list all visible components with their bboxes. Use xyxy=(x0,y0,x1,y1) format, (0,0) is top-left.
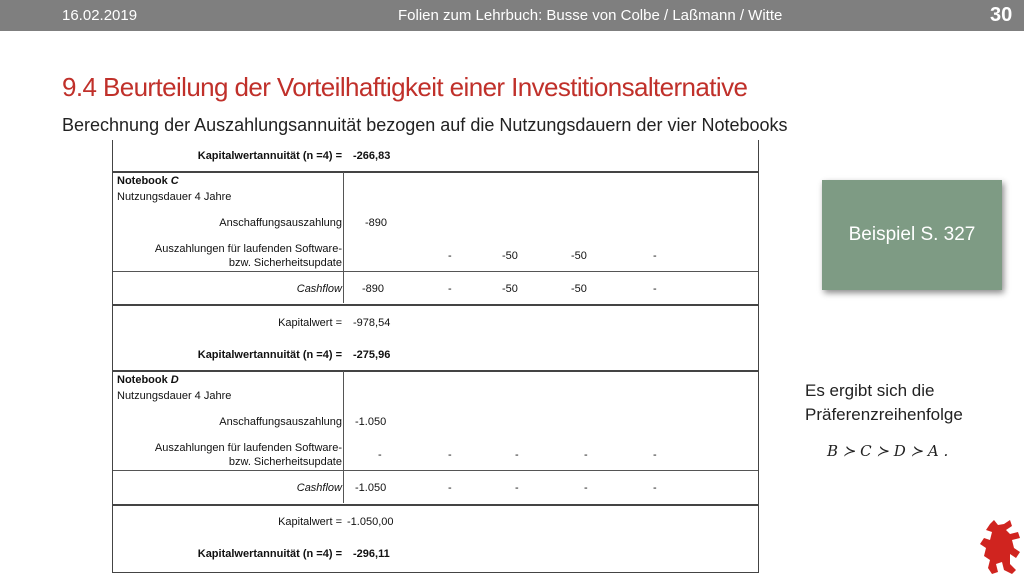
cashflow-value-d: - xyxy=(515,482,519,494)
cashflow-value-d: - xyxy=(584,482,588,494)
cashflow-value-c: - xyxy=(448,283,452,295)
cashflow-label-d: Cashflow xyxy=(296,482,342,494)
kapitalwert-value-c: -978,54 xyxy=(353,317,391,329)
table-divider xyxy=(113,504,758,506)
header-date: 16.02.2019 xyxy=(62,7,138,24)
slide-subtitle: Berechnung der Auszahlungsannuität bezogen auf die Nutzungsdauern der vier Notebooks xyxy=(62,115,788,135)
table-divider xyxy=(113,171,758,173)
table-divider xyxy=(113,370,758,372)
header-bar xyxy=(0,0,1024,31)
laufend-value-d: - xyxy=(378,449,382,461)
header-folien: Folien zum Lehrbuch: Busse von Colbe / Laßmann / Witte xyxy=(398,7,783,24)
anschaffung-label-c: Anschaffungsauszahlung xyxy=(219,217,342,229)
cashflow-value-d: -1.050 xyxy=(355,482,387,494)
laufend-label-d-1: Auszahlungen für laufenden Software- xyxy=(154,442,342,454)
notebook-c-heading: Notebook C xyxy=(117,175,179,187)
notebook-d-heading: Notebook D xyxy=(117,374,179,386)
annuity-label-d: Kapitalwertannuität (n =4) = xyxy=(197,548,342,560)
annuity-value-b: -266,83 xyxy=(353,150,391,162)
laufend-value-d: - xyxy=(584,449,588,461)
annuity-value-c: -275,96 xyxy=(353,349,391,361)
cashflow-value-c: -890 xyxy=(362,283,385,295)
annuity-label-b: Kapitalwertannuität (n =4) = xyxy=(197,150,342,162)
table-divider xyxy=(113,304,758,306)
laufend-value-c: -50 xyxy=(571,250,587,262)
cashflow-value-c: -50 xyxy=(502,283,518,295)
slide-title: 9.4 Beurteilung der Vorteilhaftigkeit einer Investitionsalternative xyxy=(62,72,748,102)
laufend-value-d: - xyxy=(515,449,519,461)
cashflow-table xyxy=(112,140,759,573)
annuity-label-c: Kapitalwertannuität (n =4) = xyxy=(197,349,342,361)
table-divider xyxy=(113,271,758,272)
cashflow-value-c: -50 xyxy=(571,283,587,295)
laufend-value-c: - xyxy=(653,250,657,262)
berlin-bear-icon xyxy=(976,518,1024,576)
laufend-label-d-2: bzw. Sicherheitsupdate xyxy=(228,456,342,468)
example-reference-badge: Beispiel S. 327 xyxy=(822,180,1002,290)
kapitalwert-label-d: Kapitalwert = xyxy=(278,516,342,528)
table-column-divider xyxy=(343,371,344,503)
laufend-value-d: - xyxy=(448,449,452,461)
preference-order-formula: B ≻ C ≻ D ≻ A . xyxy=(827,442,949,460)
cashflow-value-d: - xyxy=(653,482,657,494)
notebook-d-duration: Nutzungsdauer 4 Jahre xyxy=(117,390,232,402)
cashflow-value-c: - xyxy=(653,283,657,295)
laufend-value-d: - xyxy=(653,449,657,461)
notebook-c-duration: Nutzungsdauer 4 Jahre xyxy=(117,191,232,203)
result-line-2: Präferenzreihenfolge xyxy=(805,405,963,424)
cashflow-value-d: - xyxy=(448,482,452,494)
laufend-value-c: - xyxy=(448,250,452,262)
anschaffung-label-d: Anschaffungsauszahlung xyxy=(219,416,342,428)
page-number: 30 xyxy=(990,4,1013,26)
result-line-1: Es ergibt sich die xyxy=(805,381,935,400)
result-text xyxy=(805,379,963,427)
laufend-label-c-1: Auszahlungen für laufenden Software- xyxy=(154,243,342,255)
table-column-divider xyxy=(343,172,344,303)
kapitalwert-label-c: Kapitalwert = xyxy=(278,317,342,329)
table-divider xyxy=(113,470,758,471)
anschaffung-value-c: -890 xyxy=(365,217,388,229)
cashflow-label-c: Cashflow xyxy=(296,283,342,295)
anschaffung-value-d: -1.050 xyxy=(355,416,387,428)
laufend-label-c-2: bzw. Sicherheitsupdate xyxy=(228,257,342,269)
annuity-value-d: -296,11 xyxy=(353,548,390,560)
laufend-value-c: -50 xyxy=(502,250,518,262)
kapitalwert-value-d: -1.050,00 xyxy=(347,516,394,528)
